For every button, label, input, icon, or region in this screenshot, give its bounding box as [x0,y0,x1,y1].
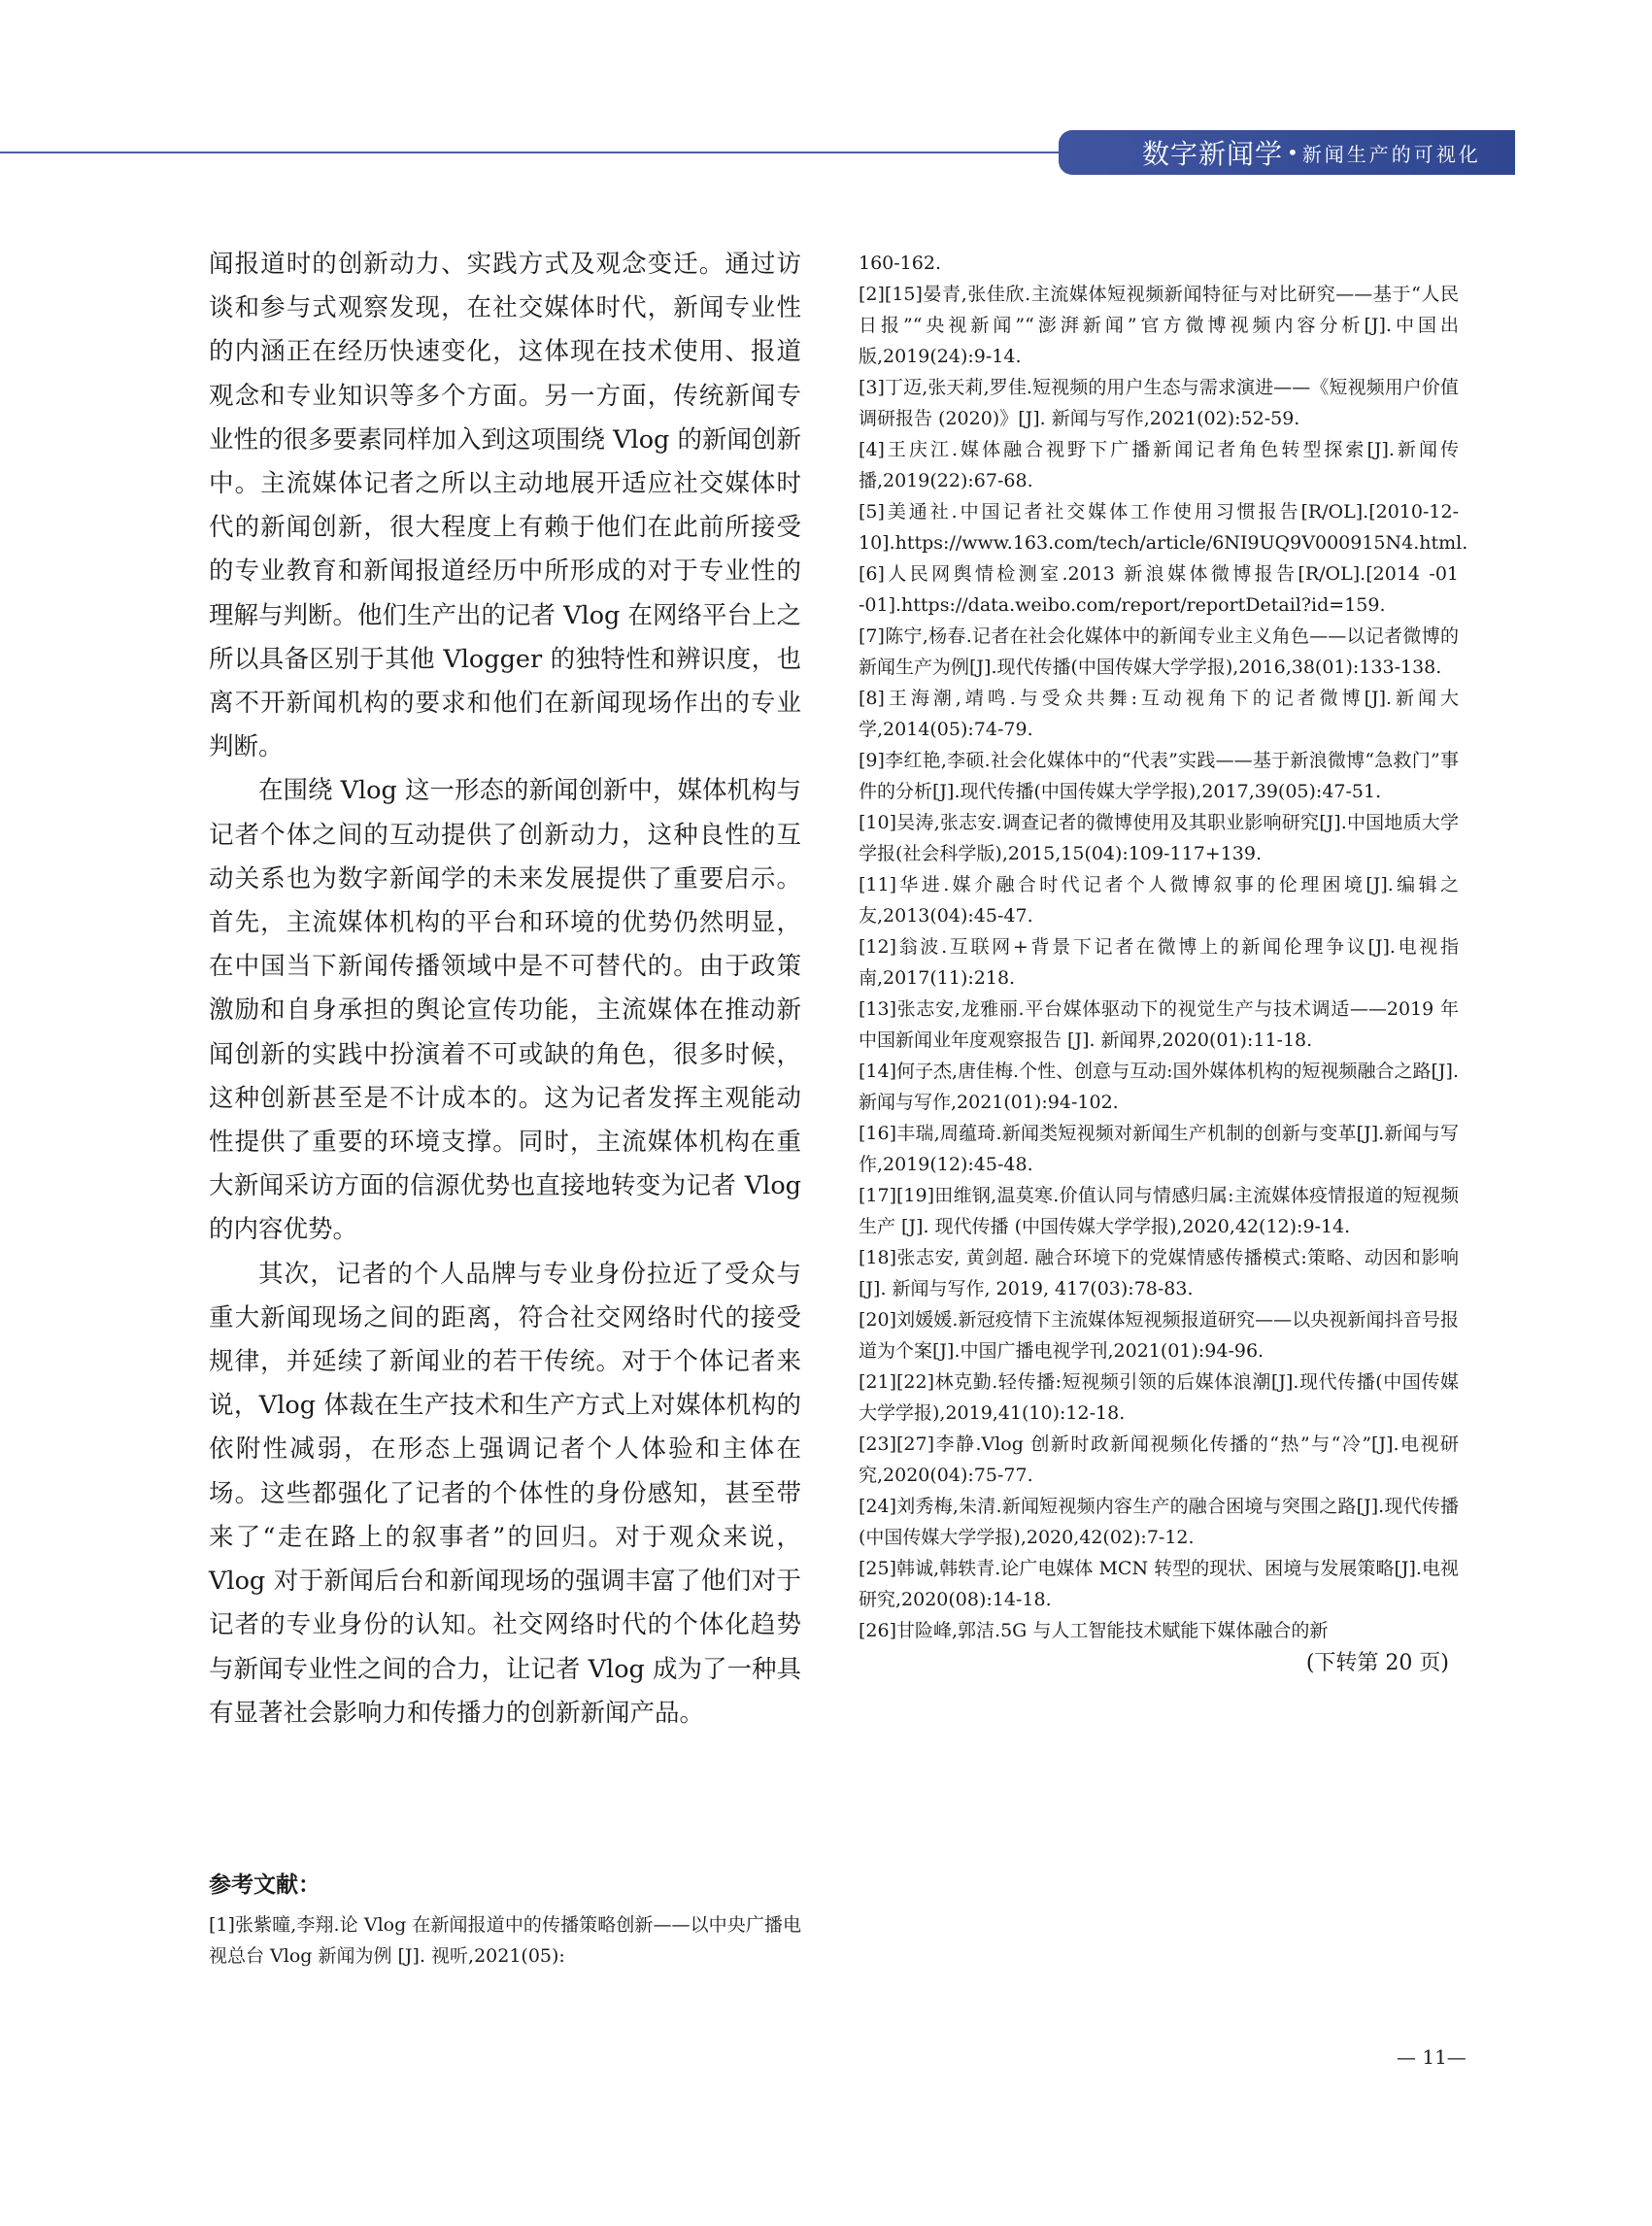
references-left-column [209,1909,801,1972]
reference-item: [2][15]晏青,张佳欣.主流媒体短视频新闻特征与对比研究——基于“人民日报”“央视新闻”“澎湃新闻”官方微博视频内容分析[J].中国出版,2019(24):9-14. [859,284,1459,367]
reference-item: [1]张紫曈,李翔.论 Vlog 在新闻报道中的传播策略创新——以中央广播电视总台 Vlog 新闻为例 [J]. 视听,2021(05): [209,1914,801,1967]
continued-note: (下转第 20 页) [1305,1651,1449,1675]
reference-item: 160-162. [859,253,941,274]
reference-item: [3]丁迈,张天莉,罗佳.短视频的用户生态与需求演进——《短视频用户价值调研报告 (2020)》[J]. 新闻与写作,2021(02):52-59. [859,377,1459,429]
page-number: — 11— [1397,2045,1467,2069]
reference-item: [25]韩诚,韩轶青.论广电媒体 MCN 转型的现状、困境与发展策略[J].电视研究,2020(08):14-18. [859,1558,1459,1610]
reference-item: [21][22]林克勤.轻传播:短视频引领的后媒体浪潮[J].现代传播(中国传媒大学学报),2019,41(10):12-18. [859,1371,1459,1424]
reference-item: [9]李红艳,李硕.社会化媒体中的“代表”实践——基于新浪微博“急救门”事件的分析[J].现代传播(中国传媒大学学报),2017,39(05):47-51. [859,750,1459,802]
reference-item: [12]翁波.互联网+背景下记者在微博上的新闻伦理争议[J].电视指南,2017(11):218. [859,936,1459,989]
reference-item: [14]何子杰,唐佳梅.个性、创意与互动:国外媒体机构的短视频融合之路[J].新闻与写作,2021(01):94-102. [859,1061,1459,1113]
body-paragraph-3: 其次，记者的个人品牌与专业身份拉近了受众与重大新闻现场之间的距离，符合社交网络时代的接受规律，并延续了新闻业的若干传统。对于个体记者来说，Vlog 体裁在生产技术和生产方式上对媒体机构的依附性减弱，在形态上强调记者个人体验和主体在场。这些都强化了记者的个体性的身份感知，甚至带来了“走在路上的叙事者”的回归。对于观众来说，Vlog 对于新闻后台和新闻现场的强调丰富了他们对于记者的专业身份的认知。社交网络时代的个体化趋势与新闻专业性之间的合力，让记者 Vlog 成为了一种具有显著社会影响力和传播力的创新新闻产品。 [209,1259,801,1728]
reference-item: [6]人民网舆情检测室.2013 新浪媒体微博报告[R/OL].[2014 -01 -01].https://data.weibo.com/report/reportDetail?id=159. [859,563,1459,616]
reference-item: [17][19]田维钢,温莫寒.价值认同与情感归属:主流媒体疫情报道的短视频生产 [J]. 现代传播 (中国传媒大学学报),2020,42(12):9-14. [859,1185,1459,1237]
body-paragraph-1: 闻报道时的创新动力、实践方式及观念变迁。通过访谈和参与式观察发现，在社交媒体时代，新闻专业性的内涵正在经历快速变化，这体现在技术使用、报道观念和专业知识等多个方面。另一方面，传统新闻专业性的很多要素同样加入到这项围绕 Vlog 的新闻创新中。主流媒体记者之所以主动地展开适应社交媒体时代的新闻创新，很大程度上有赖于他们在此前所接受的专业教育和新闻报道经历中所形成的对于专业性的理解与判断。他们生产出的记者 Vlog 在网络平台上之所以具备区别于其他 Vlogger 的独特性和辨识度，也离不开新闻机构的要求和他们在新闻现场作出的专业判断。 [209,250,801,762]
reference-item: [7]陈宁,杨春.记者在社会化媒体中的新闻专业主义角色——以记者微博的新闻生产为例[J].现代传播(中国传媒大学学报),2016,38(01):133-138. [859,625,1459,678]
body-paragraph-2: 在围绕 Vlog 这一形态的新闻创新中，媒体机构与记者个体之间的互动提供了创新动力，这种良性的互动关系也为数字新闻学的未来发展提供了重要启示。首先，主流媒体机构的平台和环境的优势仍然明显，在中国当下新闻传播领域中是不可替代的。由于政策激励和自身承担的舆论宣传功能，主流媒体在推动新闻创新的实践中扮演着不可或缺的角色，很多时候，这种创新甚至是不计成本的。这为记者发挥主观能动性提供了重要的环境支撑。同时，主流媒体机构在重大新闻采访方面的信源优势也直接地转变为记者 Vlog 的内容优势。 [209,776,801,1245]
references-right-column [859,248,1468,1679]
reference-item: [11]华进.媒介融合时代记者个人微博叙事的伦理困境[J].编辑之友,2013(04):45-47. [859,874,1459,927]
section-name: 新闻生产的可视化 [1301,142,1481,166]
journal-name: 数字新闻学 [1142,138,1284,170]
reference-item: [18]张志安, 黄剑超. 融合环境下的党媒情感传播模式:策略、动因和影响[J]. 新闻与写作, 2019, 417(03):78-83. [859,1247,1459,1299]
reference-item: [13]张志安,龙雅丽.平台媒体驱动下的视觉生产与技术调适——2019 年中国新闻业年度观察报告 [J]. 新闻界,2020(01):11-18. [859,998,1459,1051]
header-separator: • [1287,141,1298,164]
body-text-column [209,243,801,1736]
reference-item: [10]吴涛,张志安.调查记者的微博使用及其职业影响研究[J].中国地质大学学报(社会科学版),2015,15(04):109-117+139. [859,812,1459,864]
reference-item: [20]刘媛媛.新冠疫情下主流媒体短视频报道研究——以央视新闻抖音号报道为个案[J].中国广播电视学刊,2021(01):94-96. [859,1309,1459,1362]
reference-item: [8]王海潮,靖鸣.与受众共舞:互动视角下的记者微博[J].新闻大学,2014(05):74-79. [859,688,1459,740]
reference-item: [23][27]李静.Vlog 创新时政新闻视频化传播的“热”与“冷”[J].电视研究,2020(04):75-77. [859,1433,1459,1486]
reference-item: [24]刘秀梅,朱清.新闻短视频内容生产的融合困境与突围之路[J].现代传播(中国传媒大学学报),2020,42(02):7-12. [859,1496,1459,1548]
reference-item: [4]王庆江.媒体融合视野下广播新闻记者角色转型探索[J].新闻传播,2019(22):67-68. [859,439,1459,491]
reference-item: [26]甘险峰,郭洁.5G 与人工智能技术赋能下媒体融合的新 [859,1620,1329,1641]
reference-item: [5]美通社.中国记者社交媒体工作使用习惯报告[R/OL].[2010-12-10].https://www.163.com/tech/article/6NI9UQ9V000915N4.html. [859,501,1468,554]
reference-item: [16]丰瑞,周蕴琦.新闻类短视频对新闻生产机制的创新与变革[J].新闻与写作,2019(12):45-48. [859,1123,1459,1175]
references-heading: 参考文献： [209,1872,320,1898]
running-header [1059,130,1515,175]
header-rule [0,152,1059,153]
